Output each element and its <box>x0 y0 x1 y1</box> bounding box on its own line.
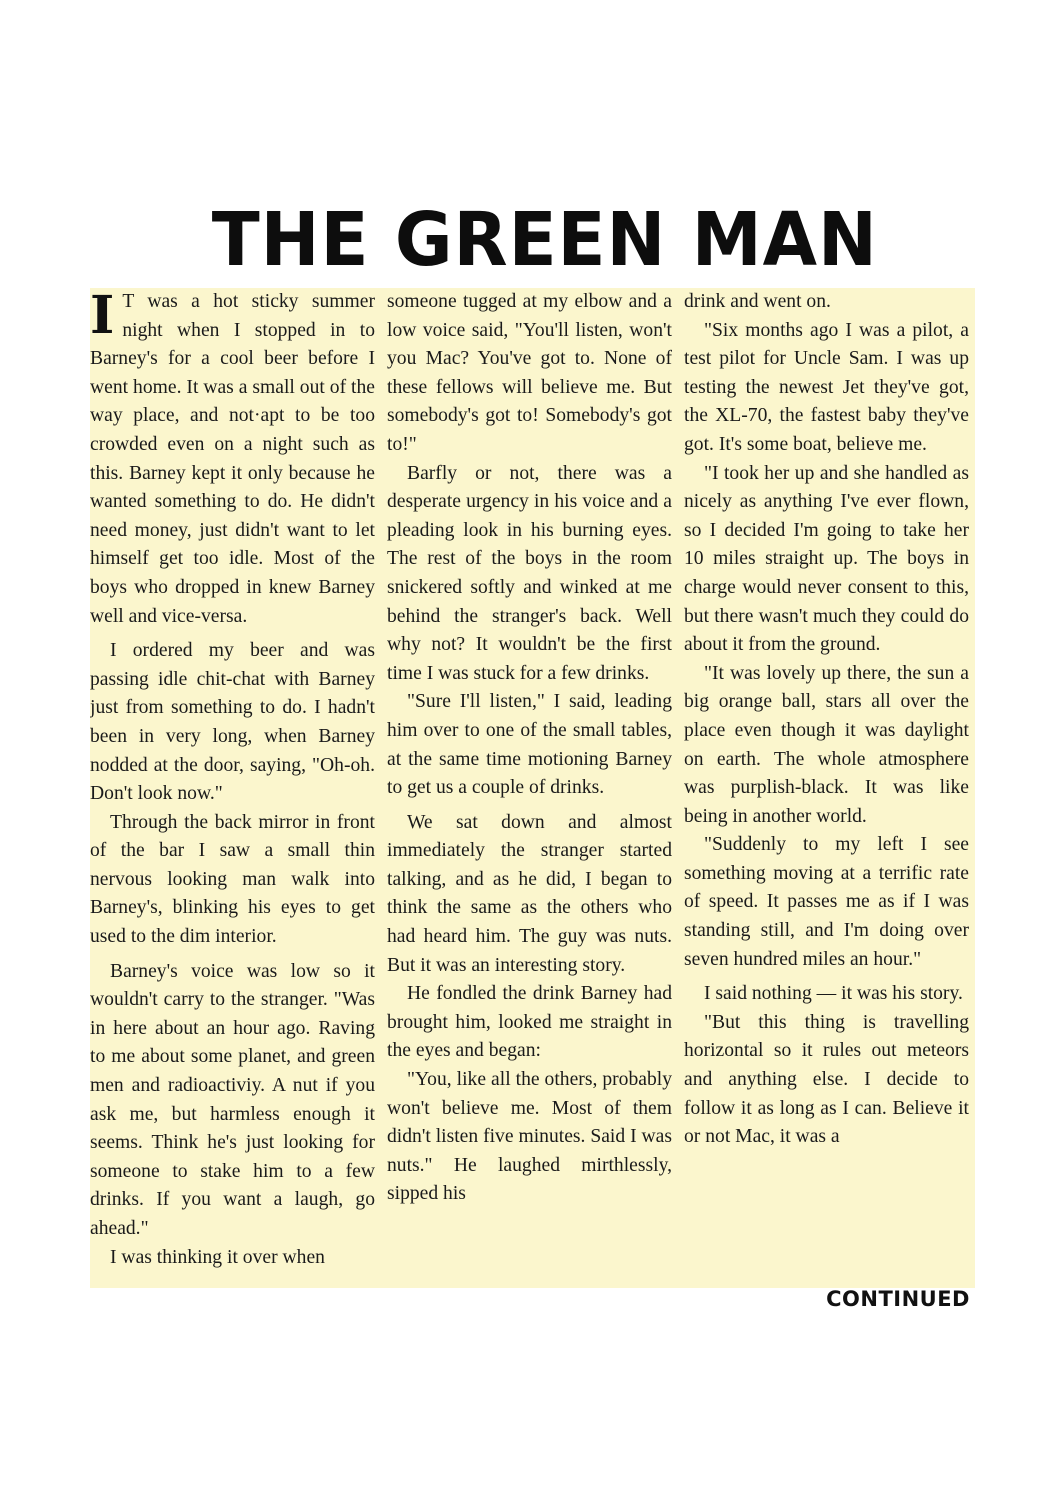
text-column-1 <box>90 288 375 1288</box>
text-column-3 <box>684 288 969 1288</box>
paragraph: We sat down and almost immediately the stranger started talking, and as he did, I began to think the same as the others who had heard him. The guy was nuts. But it was an interesting story. <box>387 811 672 976</box>
paragraph: someone tugged at my elbow and a low voice said, "You'll listen, won't you Mac? You've got to. None of these fellows will believe me. But somebody's got to! Somebody's got to!" <box>387 291 672 455</box>
paragraph: "You, like all the others, probably won't believe me. Most of them didn't listen five minutes. Said I was nuts." He laughed mirthlessly, sipped his <box>387 1069 672 1205</box>
story-title: THE GREEN MAN <box>211 197 878 283</box>
story-text-panel <box>90 288 975 1288</box>
paragraph: drink and went on. <box>684 291 831 312</box>
paragraph: I said nothing — it was his story. <box>704 983 963 1005</box>
paragraph: "Suddenly to my left I see something moving at a terrific rate of speed. It passes me as if I was standing still, and I'm doing over seven hundred miles an hour." <box>684 834 969 970</box>
paragraph: I ordered my beer and was passing idle chit-chat with Barney just from something to do. I hadn't been in very long, when Barney nodded at the door, saying, "Oh-oh. Don't look now." <box>90 640 375 805</box>
text-column-2 <box>387 288 672 1288</box>
paragraph-text: T was a hot sticky summer night when I stopped in to Barney's for a cool beer before I went home. It was a small out of the way place, and not·apt to be too crowded even on a night such as this. Barney kept it only because he wanted something to do. He didn't need money, just didn't want to let himself get too idle. Most of the boys who dropped in knew Barney well and vice-versa. <box>90 291 375 627</box>
paragraph: "Sure I'll listen," I said, leading him over to one of the small tables, at the same time motioning Barney to get us a couple of drinks. <box>387 691 672 799</box>
paragraph: "But this thing is travelling horizontal so it rules out meteors and anything else. I decide to follow it as long as I can. Believe it or not Mac, it was a <box>684 1011 969 1148</box>
paragraph: "Six months ago I was a pilot, a test pilot for Uncle Sam. I was up testing the newest Jet they've got, the XL-70, the fastest baby they've got. It's some boat, believe me. <box>684 319 969 455</box>
paragraph: Through the back mirror in front of the bar I saw a small thin nervous looking man walk into Barney's, blinking his eyes to get used to the dim interior. <box>90 811 375 948</box>
paragraph: I was thinking it over when <box>110 1246 325 1268</box>
paragraph: He fondled the drink Barney had brought him, looked me straight in the eyes and began: <box>387 983 672 1062</box>
paragraph <box>90 288 375 631</box>
paragraph: Barney's voice was low so it wouldn't carry to the stranger. "Was in here about an hour ago. Raving to me about some planet, and green men and radioactiviy. A nut if you ask me, but harmless enough it seems. Think he's just looking for someone to stake him to a few drinks. If you want a laugh, go ahead." <box>90 960 375 1239</box>
continued-label: CONTINUED <box>826 1287 970 1311</box>
paragraph: "I took her up and she handled as nicely as anything I've ever flown, so I decided I'm going to take her 10 miles straight up. The boys in charge would never consent to this, but there wasn't much they could do about it from the ground. <box>684 462 969 656</box>
paragraph: Barfly or not, there was a desperate urgency in his voice and a pleading look in his burning eyes. The rest of the boys in the room snickered softly and winked at me behind the stranger's back. Well why not? It wouldn't be the first time I was stuck for a few drinks. <box>387 462 672 684</box>
paragraph: "It was lovely up there, the sun a big orange ball, stars all over the place even though it was daylight on earth. The whole atmosphere was purplish-black. It was like being in another world. <box>684 662 969 827</box>
drop-cap: I <box>90 288 115 346</box>
